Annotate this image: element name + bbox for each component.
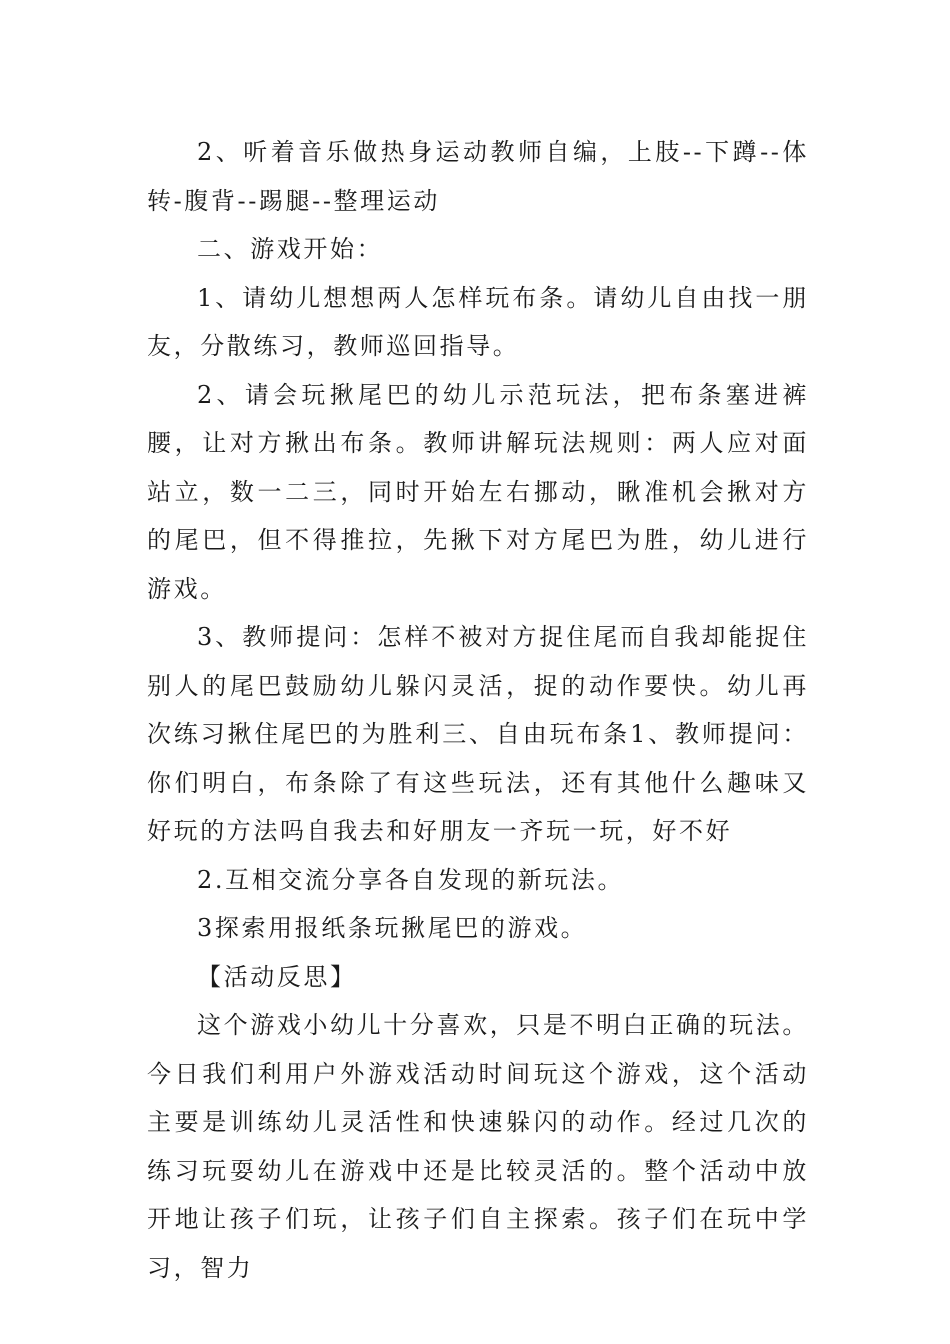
paragraph-warmup: 2、听着音乐做热身运动教师自编，上肢--下蹲--体转-腹背--踢腿--整理运动 — [147, 138, 809, 215]
paragraph-reflection: 这个游戏小幼儿十分喜欢，只是不明白正确的玩法。今日我们利用户外游戏活动时间玩这个游戏，这个活动主要是训练幼儿灵活性和快速躲闪的动作。经过几次的练习玩耍幼儿在游戏中还是比较灵活的。整个活动中放开地让孩子们玩，让孩子们自主探索。孩子们在玩中学习，智力 — [147, 1011, 809, 1282]
section-heading-game-start: 二、游戏开始： — [197, 235, 384, 263]
paragraph-step-3: 3、教师提问：怎样不被对方捉住尾而自我却能捉住别人的尾巴鼓励幼儿躲闪灵活，捉的动作要快。幼儿再次练习揪住尾巴的为胜利三、自由玩布条1、教师提问：你们明白，布条除了有这些玩法，还有其他什么趣味又好玩的方法吗自我去和好朋友一齐玩一玩，好不好 — [147, 623, 809, 845]
document-page — [147, 128, 809, 1292]
paragraph-explore: 3探索用报纸条玩揪尾巴的游戏。 — [197, 914, 588, 942]
section-heading-reflection: 【活动反思】 — [197, 962, 357, 991]
paragraph-step-1: 1、请幼儿想想两人怎样玩布条。请幼儿自由找一朋友，分散练习，教师巡回指导。 — [147, 283, 809, 360]
paragraph-share: 2.互相交流分享各自发现的新玩法。 — [197, 865, 625, 894]
paragraph-step-2: 2、请会玩揪尾巴的幼儿示范玩法，把布条塞进裤腰，让对方揪出布条。教师讲解玩法规则：两人应对面站立，数一二三，同时开始左右挪动，瞅准机会揪对方的尾巴，但不得推拉，先揪下对方尾巴为胜，幼儿进行游戏。 — [147, 380, 809, 603]
